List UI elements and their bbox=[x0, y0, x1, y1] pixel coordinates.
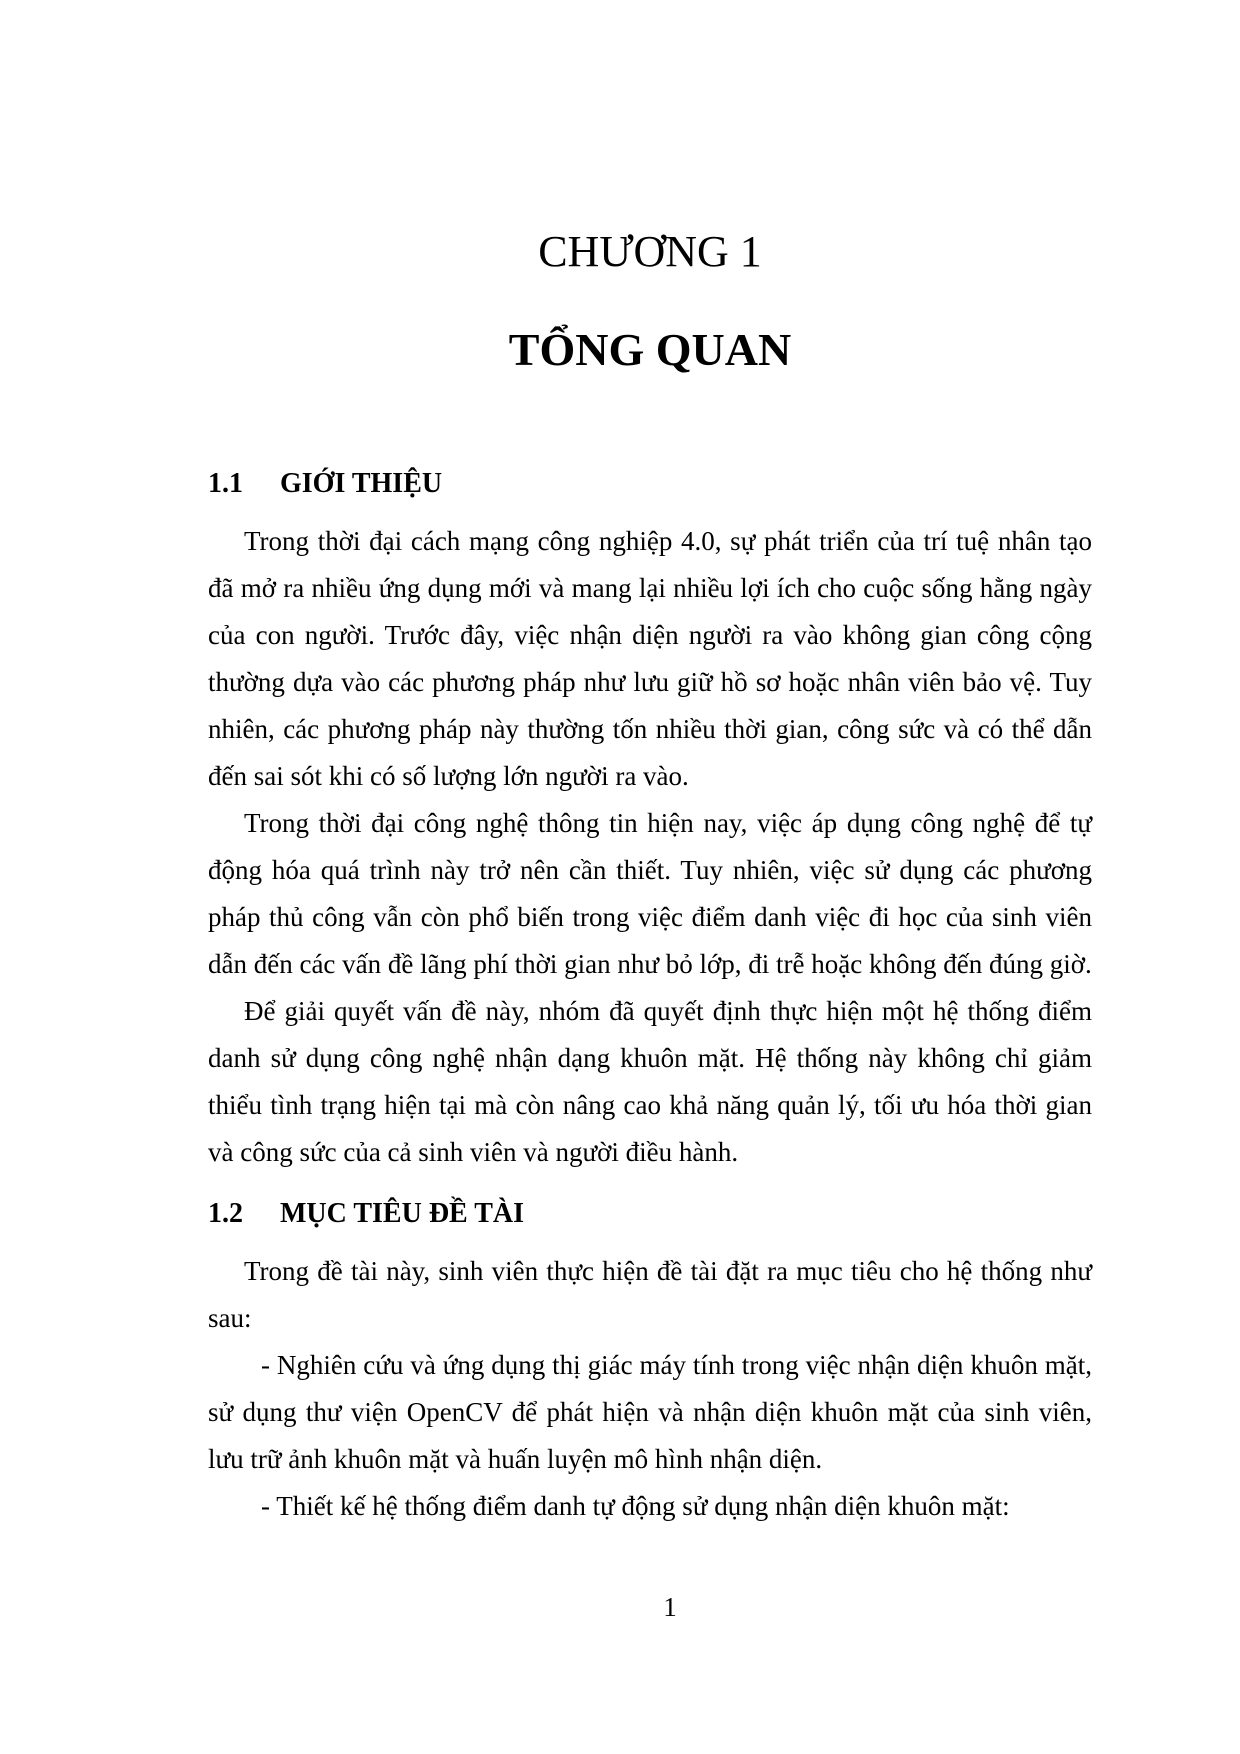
bullet-item-research: - Nghiên cứu và ứng dụng thị giác máy tính trong việc nhận diện khuôn mặt, sử dụng thư viện OpenCV để phát hiện và nhận diện khuôn mặt của sinh viên, lưu trữ ảnh khuôn mặt và huấn luyện mô hình nhận diện. bbox=[208, 1350, 1092, 1474]
section-number: 1.1 bbox=[208, 468, 243, 499]
page-number: 1 bbox=[663, 1592, 677, 1622]
paragraph-intro-1: Trong thời đại cách mạng công nghiệp 4.0, sự phát triển của trí tuệ nhân tạo đã mở ra nhiều ứng dụng mới và mang lại nhiều lợi ích cho cuộc sống hằng ngày của con người. Trước đây, việc nhận diện người ra vào không gian công cộng thường dựa vào các phương pháp như lưu giữ hồ sơ hoặc nhân viên bảo vệ. Tuy nhiên, các phương pháp này thường tốn nhiều thời gian, công sức và có thể dẫn đến sai sót khi có số lượng lớn người ra vào. bbox=[208, 526, 1092, 791]
chapter-number: CHƯƠNG 1 bbox=[538, 227, 762, 276]
paragraph-intro-3: Để giải quyết vấn đề này, nhóm đã quyết định thực hiện một hệ thống điểm danh sử dụng công nghệ nhận dạng khuôn mặt. Hệ thống này không chỉ giảm thiểu tình trạng hiện tại mà còn nâng cao khả năng quản lý, tối ưu hóa thời gian và công sức của cả sinh viên và người điều hành. bbox=[208, 996, 1092, 1167]
section-heading-1-2 bbox=[208, 1190, 1092, 1237]
section-title: MỤC TIÊU ĐỀ TÀI bbox=[280, 1198, 525, 1229]
section-heading-1-1 bbox=[208, 460, 1092, 507]
paragraph-intro-2: Trong thời đại công nghệ thông tin hiện nay, việc áp dụng công nghệ để tự động hóa quá trình này trở nên cần thiết. Tuy nhiên, việc sử dụng các phương pháp thủ công vẫn còn phổ biến trong việc điểm danh việc đi học của sinh viên dẫn đến các vấn đề lãng phí thời gian như bỏ lớp, đi trễ hoặc không đến đúng giờ. bbox=[208, 808, 1092, 979]
chapter-title: TỔNG QUAN bbox=[508, 324, 792, 375]
page-content bbox=[208, 0, 1092, 1530]
bullet-item-design: - Thiết kế hệ thống điểm danh tự động sử dụng nhận diện khuôn mặt: bbox=[261, 1491, 1010, 1521]
section-number: 1.2 bbox=[208, 1198, 243, 1229]
section-title: GIỚI THIỆU bbox=[280, 468, 443, 499]
paragraph-objectives-lead: Trong đề tài này, sinh viên thực hiện đề tài đặt ra mục tiêu cho hệ thống như sau: bbox=[208, 1256, 1092, 1333]
